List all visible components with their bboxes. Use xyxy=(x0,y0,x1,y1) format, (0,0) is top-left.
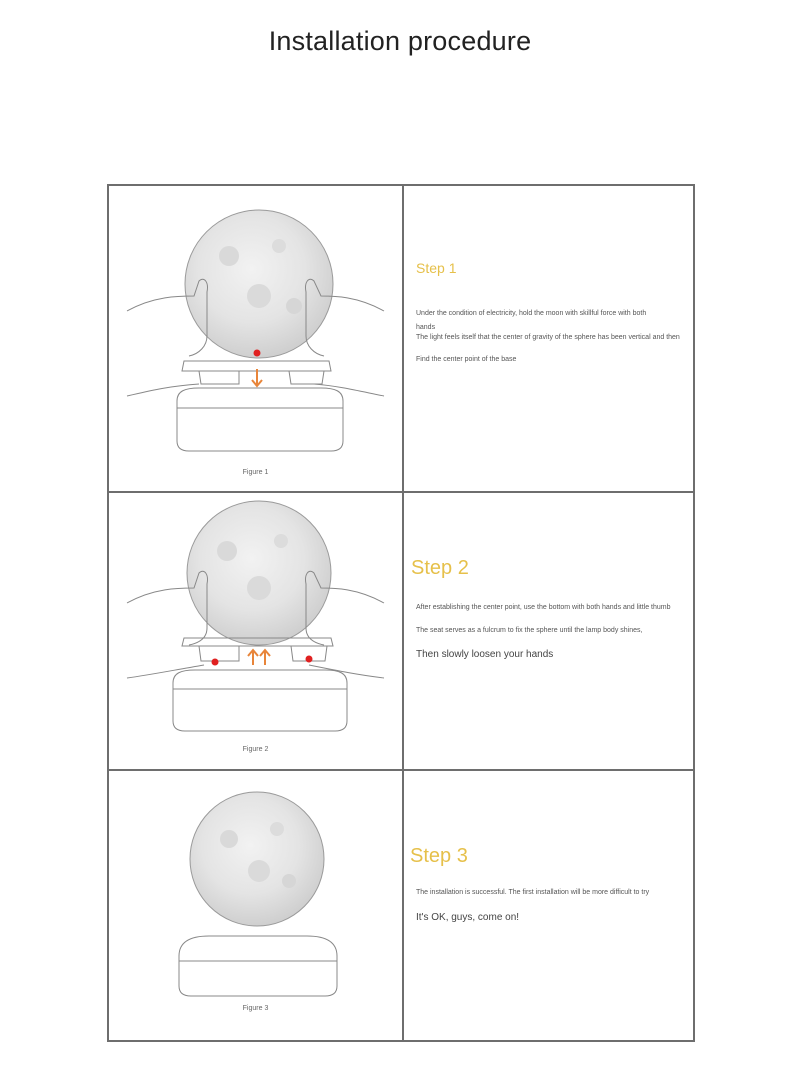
figure-3-panel xyxy=(109,771,402,1042)
step-3-line-2: It's OK, guys, come on! xyxy=(416,912,520,923)
figure-caption-3: Figure 3 xyxy=(242,1005,269,1012)
figure-2-illustration xyxy=(109,493,402,769)
moon-sphere-icon xyxy=(190,792,324,926)
center-marker xyxy=(254,350,261,357)
step-2-line-1: After establishing the center point, use the bottom with both hands and little thumb xyxy=(416,604,671,611)
column-divider xyxy=(402,186,404,1040)
moon-sphere-icon xyxy=(187,501,331,645)
figure-1-panel xyxy=(109,186,402,491)
step-2-line-2: The seat serves as a fulcrum to fix the sphere until the lamp body shines, xyxy=(416,627,643,634)
figure-3-illustration xyxy=(109,771,402,1042)
step-1-heading: Step 1 xyxy=(416,260,457,276)
step-2-line-3: Then slowly loosen your hands xyxy=(416,649,554,660)
step-3-heading: Step 3 xyxy=(410,845,468,867)
base-icon xyxy=(179,936,337,996)
figure-2-panel xyxy=(109,493,402,769)
step-3-line-1: The installation is successful. The first installation will be more difficult to try xyxy=(416,889,650,896)
instruction-grid xyxy=(107,184,695,1042)
down-arrow-icon xyxy=(252,369,262,386)
step-2-heading: Step 2 xyxy=(411,557,469,579)
step-1-line-1: Under the condition of electricity, hold the moon with skillful force with both xyxy=(416,310,647,317)
step-1-line-3: The light feels itself that the center of gravity of the sphere has been vertical and then xyxy=(416,334,680,341)
page-title: Installation procedure xyxy=(268,26,532,56)
up-arrows-icon xyxy=(248,650,270,665)
step-1-line-4: Find the center point of the base xyxy=(416,356,517,363)
figure-caption-2: Figure 2 xyxy=(242,746,269,753)
right-marker xyxy=(306,656,313,663)
base-icon xyxy=(173,670,347,731)
step-1-line-2: hands xyxy=(416,324,436,331)
left-marker xyxy=(212,659,219,666)
base-icon xyxy=(177,388,343,451)
figure-caption-1: Figure 1 xyxy=(242,469,269,476)
figure-1-illustration xyxy=(109,186,402,491)
